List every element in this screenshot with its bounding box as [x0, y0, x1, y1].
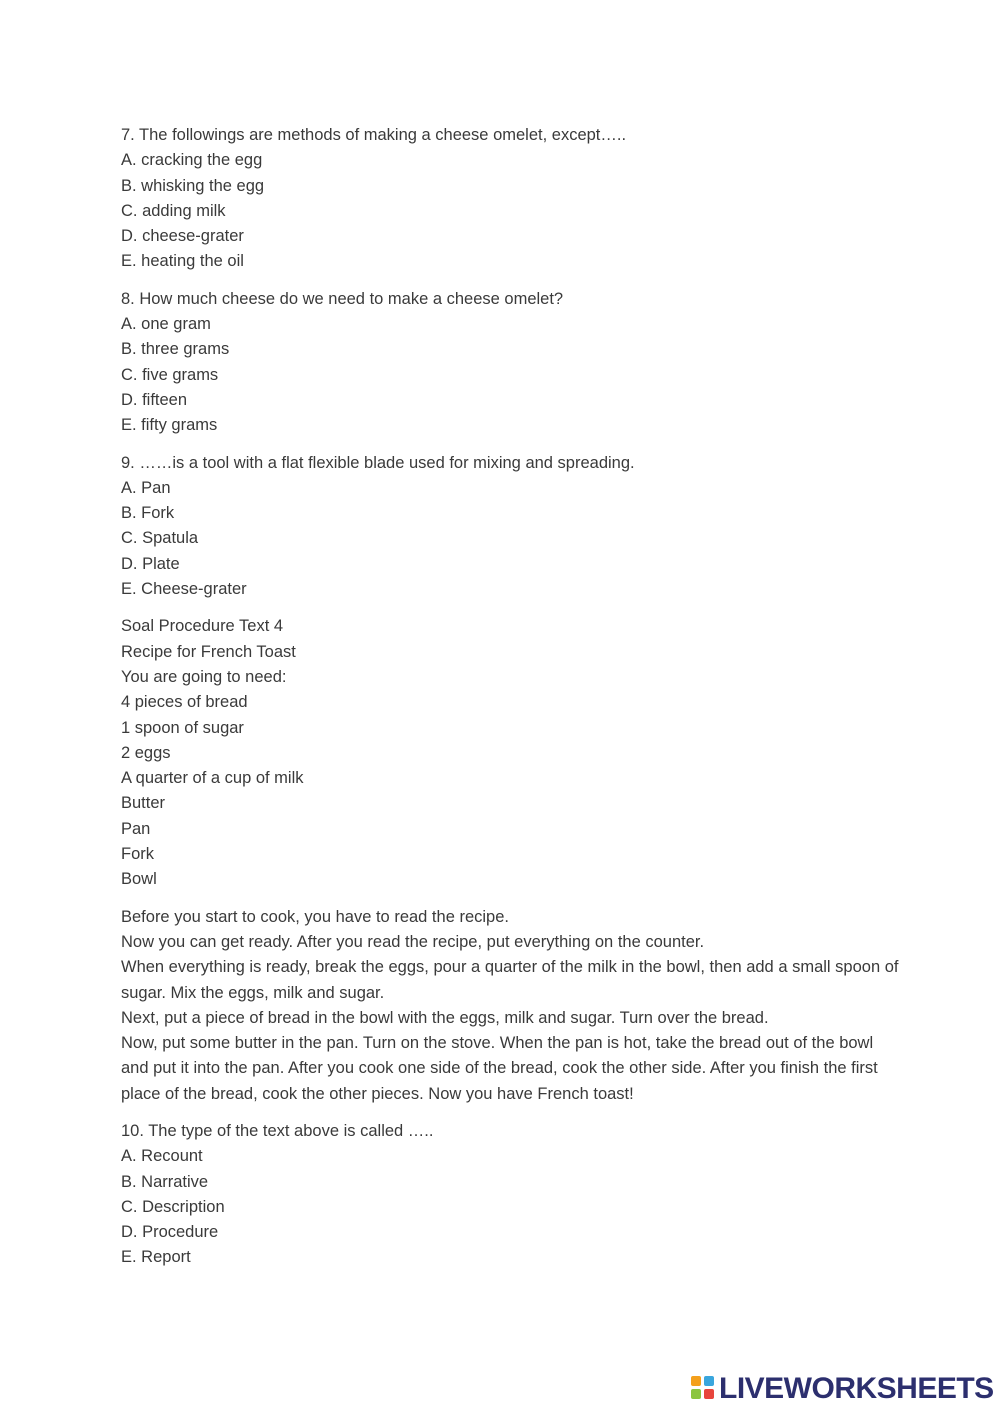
option-b: B. Narrative — [121, 1172, 209, 1191]
option-a: A. cracking the egg — [121, 151, 263, 170]
question-text: 8. How much cheese do we need to make a cheese omelet? — [121, 289, 564, 308]
option-d: D. Plate — [121, 554, 180, 573]
step-paragraph: Before you start to cook, you have to read the recipe. — [121, 907, 509, 926]
worksheet-page — [121, 123, 901, 1283]
logo-wordmark: LIVEWORKSHEETS — [719, 1372, 994, 1405]
option-b: B. whisking the egg — [121, 176, 265, 195]
option-e: E. fifty grams — [121, 416, 218, 435]
option-a: A. Recount — [121, 1147, 203, 1166]
ingredient-item: 4 pieces of bread — [121, 693, 248, 712]
ingredient-item: 2 eggs — [121, 743, 171, 762]
step-paragraph: Next, put a piece of bread in the bowl with the eggs, milk and sugar. Turn over the bread. — [121, 1008, 769, 1027]
recipe-title: Recipe for French Toast — [121, 642, 296, 661]
ingredient-item: Butter — [121, 794, 166, 813]
question-8 — [121, 287, 901, 439]
option-a: A. Pan — [121, 478, 171, 497]
question-7 — [121, 123, 901, 275]
option-b: B. Fork — [121, 504, 175, 523]
option-c: C. Description — [121, 1197, 225, 1216]
option-c: C. Spatula — [121, 529, 199, 548]
option-a: A. one gram — [121, 315, 211, 334]
question-text: 7. The followings are methods of making a cheese omelet, except….. — [121, 126, 627, 144]
question-text: 9. ……is a tool with a flat flexible blade used for mixing and spreading. — [121, 453, 635, 472]
option-c: C. five grams — [121, 365, 219, 384]
procedure-text-steps — [121, 905, 901, 1107]
option-e: E. heating the oil — [121, 252, 244, 271]
liveworksheets-logo-icon — [691, 1376, 717, 1402]
question-10 — [121, 1119, 901, 1271]
ingredient-item: Bowl — [121, 870, 157, 889]
procedure-text-ingredients — [121, 614, 901, 892]
option-d: D. cheese-grater — [121, 227, 244, 246]
step-paragraph: Now, put some butter in the pan. Turn on the stove. When the pan is hot, take the bread out of the bowl and put it into the pan. After you cook one side of the bread, cook the other side. After you finish the first place of the bread, cook the other pieces. Now you have French toast! — [121, 1034, 878, 1103]
ingredient-item: A quarter of a cup of milk — [121, 769, 304, 788]
ingredients-intro: You are going to need: — [121, 667, 287, 686]
liveworksheets-logo — [691, 1372, 994, 1405]
question-9 — [121, 451, 901, 603]
ingredient-item: Fork — [121, 845, 154, 864]
step-paragraph: When everything is ready, break the eggs, pour a quarter of the milk in the bowl, then add a small spoon of sugar. Mix the eggs, milk and sugar. — [121, 958, 899, 1002]
section-heading: Soal Procedure Text 4 — [121, 617, 284, 636]
question-text: 10. The type of the text above is called ….. — [121, 1121, 434, 1140]
step-paragraph: Now you can get ready. After you read the recipe, put everything on the counter. — [121, 932, 705, 951]
option-d: D. fifteen — [121, 390, 188, 409]
option-b: B. three grams — [121, 340, 230, 359]
option-c: C. adding milk — [121, 201, 226, 220]
option-e: E. Report — [121, 1248, 191, 1267]
option-d: D. Procedure — [121, 1223, 219, 1242]
ingredient-item: 1 spoon of sugar — [121, 718, 244, 737]
option-e: E. Cheese-grater — [121, 580, 247, 599]
ingredient-item: Pan — [121, 819, 151, 838]
